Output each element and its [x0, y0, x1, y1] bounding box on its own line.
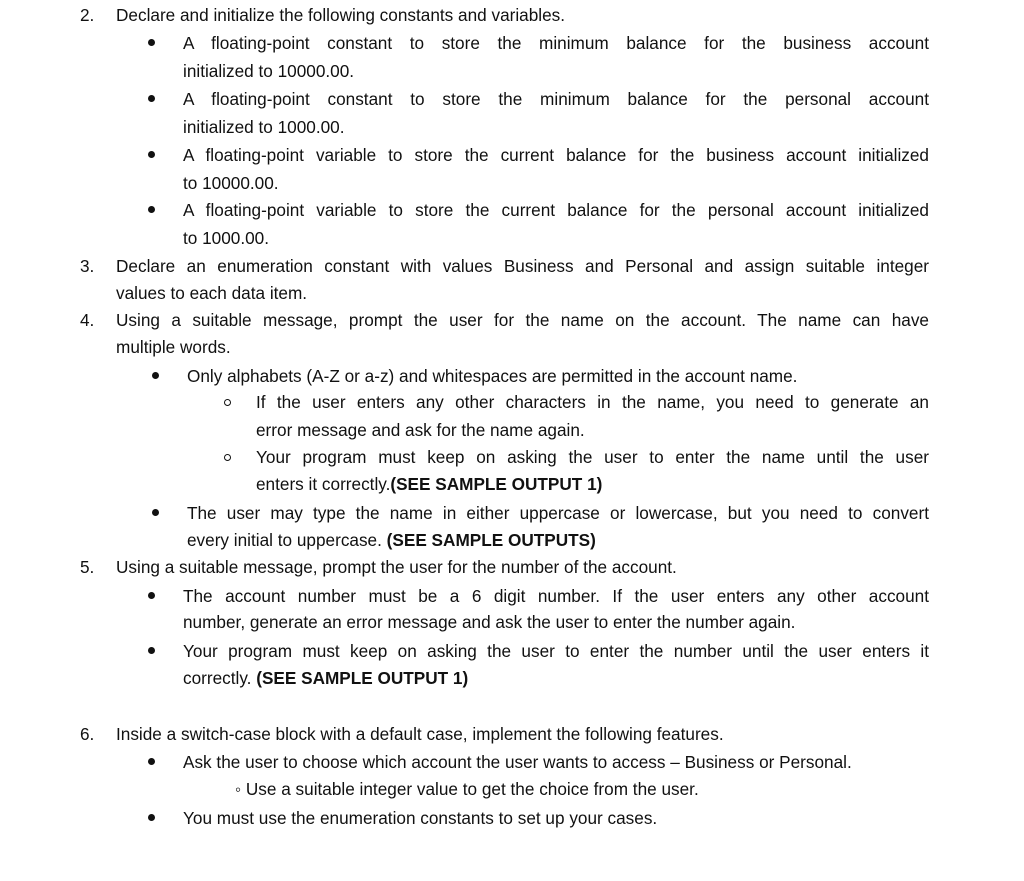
sample-output-reference: (SEE SAMPLE OUTPUT 1) [256, 668, 469, 688]
item-2-bullet-2-line-2: initialized to 1000.00. [183, 117, 345, 137]
bullet-dot-icon [148, 814, 155, 821]
bullet-dot-icon [152, 372, 159, 379]
sample-output-reference: (SEE SAMPLE OUTPUT 1) [390, 474, 603, 494]
item-2-number: 2. [80, 5, 95, 25]
item-2-bullet-4-line-1: A floating-point variable to store the current balance for the personal account initialized [183, 200, 929, 220]
bullet-dot-icon [148, 39, 155, 46]
item-4-bullet-2-text: every initial to uppercase. [187, 530, 387, 550]
item-4-sub-1-line-2: error message and ask for the name again. [256, 420, 585, 440]
sample-outputs-reference: (SEE SAMPLE OUTPUTS) [386, 530, 596, 550]
bullet-dot-icon [152, 509, 159, 516]
item-3-number: 3. [80, 256, 95, 276]
item-2-bullet-4-line-2: to 1000.00. [183, 228, 270, 248]
item-5-bullet-2-text: correctly. [183, 668, 257, 688]
item-6-heading: Inside a switch-case block with a default case, implement the following features. [116, 724, 724, 744]
bullet-dot-icon [148, 95, 155, 102]
item-5-number: 5. [80, 557, 95, 577]
item-4-bullet-1: Only alphabets (A-Z or a-z) and whitespaces are permitted in the account name. [187, 366, 798, 386]
bullet-dot-icon [148, 151, 155, 158]
item-3-line-2: values to each data item. [116, 283, 308, 303]
bullet-dot-icon [148, 206, 155, 213]
item-5-bullet-1-line-1: The account number must be a 6 digit number. If the user enters any other account [183, 586, 929, 606]
item-4-bullet-2-line-2 [187, 530, 596, 550]
item-2-bullet-1-line-1: A floating-point constant to store the minimum balance for the business account [183, 33, 929, 53]
item-4-sub-2-text: enters it correctly. [256, 474, 391, 494]
sub-bullet-circle-icon [224, 399, 231, 406]
item-2-heading: Declare and initialize the following constants and variables. [116, 5, 566, 25]
item-4-bullet-2-line-1: The user may type the name in either uppercase or lowercase, but you need to convert [187, 503, 929, 523]
item-6-bullet-1: Ask the user to choose which account the user wants to access – Business or Personal. [183, 752, 852, 772]
item-5-heading: Using a suitable message, prompt the user for the number of the account. [116, 557, 677, 577]
item-6-number: 6. [80, 724, 95, 744]
item-4-number: 4. [80, 310, 95, 330]
item-4-sub-2-line-2 [256, 474, 602, 494]
item-6-sub-1: ◦ Use a suitable integer value to get the choice from the user. [235, 779, 699, 799]
item-3-line-1: Declare an enumeration constant with values Business and Personal and assign suitable integer [116, 256, 929, 276]
item-4-sub-2-line-1: Your program must keep on asking the user to enter the name until the user [256, 447, 929, 467]
item-6-bullet-2: You must use the enumeration constants to set up your cases. [183, 808, 658, 828]
bullet-dot-icon [148, 647, 155, 654]
item-4-sub-1-line-1: If the user enters any other characters in the name, you need to generate an [256, 392, 929, 412]
bullet-dot-icon [148, 758, 155, 765]
item-5-bullet-2-line-1: Your program must keep on asking the user to enter the number until the user enters it [183, 641, 929, 661]
item-2-bullet-3-line-2: to 10000.00. [183, 173, 279, 193]
item-5-bullet-1-line-2: number, generate an error message and ask the user to enter the number again. [183, 612, 796, 632]
sub-bullet-circle-icon [224, 454, 231, 461]
item-4-line-2: multiple words. [116, 337, 231, 357]
bullet-dot-icon [148, 592, 155, 599]
item-4-line-1: Using a suitable message, prompt the user for the name on the account. The name can have [116, 310, 929, 330]
item-5-bullet-2-line-2 [183, 668, 468, 688]
item-2-bullet-3-line-1: A floating-point variable to store the current balance for the business account initialized [183, 145, 929, 165]
item-2-bullet-2-line-1: A floating-point constant to store the minimum balance for the personal account [183, 89, 929, 109]
item-2-bullet-1-line-2: initialized to 10000.00. [183, 61, 355, 81]
